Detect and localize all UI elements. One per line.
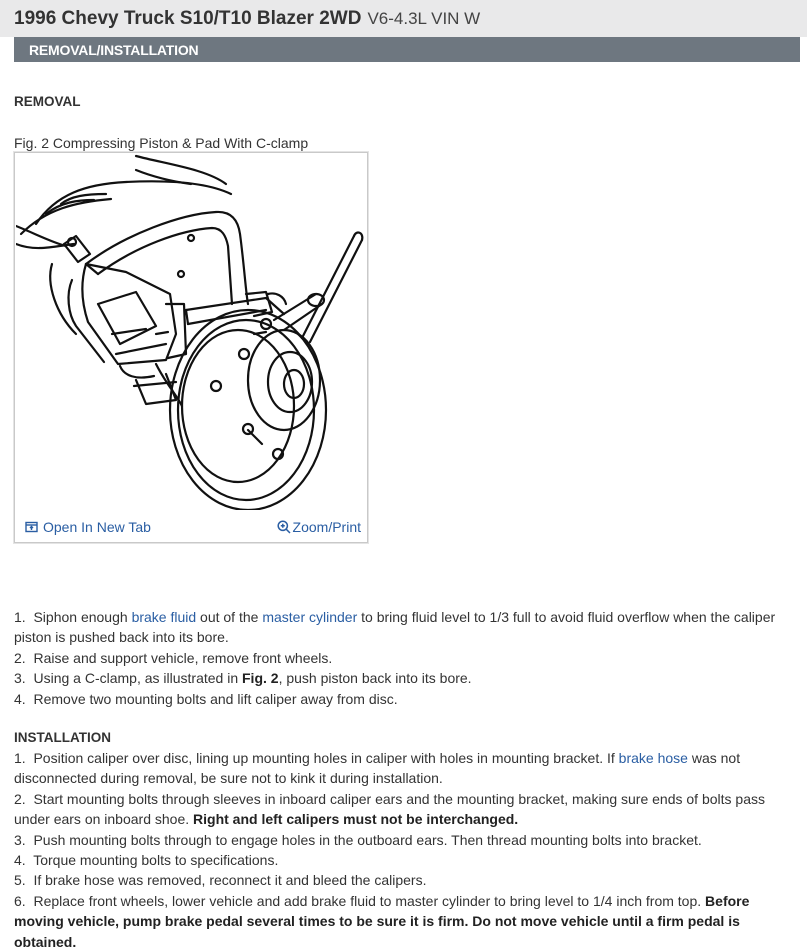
list-item	[14, 789, 793, 830]
step-number: 2.	[14, 790, 26, 807]
step-text: was not disconnected during removal, be sure not to kink it during installation.	[14, 750, 741, 787]
figure-container	[14, 152, 368, 543]
step-number: 6.	[14, 892, 26, 909]
list-item	[14, 748, 793, 789]
step-number: 2.	[14, 649, 26, 666]
step-text: out of the	[196, 609, 263, 625]
open-new-tab-icon	[25, 521, 38, 533]
step-number: 4.	[14, 852, 26, 869]
list-item	[14, 870, 793, 890]
step-number: 5.	[14, 872, 26, 889]
warning-text: Right and left calipers must not be interchanged.	[193, 811, 519, 828]
section-title: REMOVAL/INSTALLATION	[29, 41, 199, 58]
step-text: to bring fluid level to 1/3 full to avoid fluid overflow when the caliper piston is pushed back into its bore.	[14, 609, 776, 646]
installation-steps	[14, 748, 793, 952]
step-number: 4.	[14, 690, 26, 707]
step-number: 3.	[14, 831, 26, 848]
step-text: Start mounting bolts through sleeves in inboard caliper ears and the mounting bracket, making sure ends of bolts pass under ears on inboard shoe.	[14, 790, 765, 828]
step-text: Push mounting bolts through to engage holes in the outboard ears. Then thread mounting bolts into bracket.	[33, 831, 702, 848]
figure-reference: Fig. 2	[242, 670, 279, 687]
list-item	[14, 891, 793, 952]
step-text: Siphon enough	[33, 609, 132, 625]
step-text: Remove two mounting bolts and lift caliper away from disc.	[33, 690, 398, 707]
section-bar	[14, 37, 800, 62]
step-text: Replace front wheels, lower vehicle and add brake fluid to master cylinder to bring level to 1/4 inch from top.	[33, 892, 706, 909]
figure-links	[25, 519, 361, 535]
brake-fluid-link[interactable]: brake fluid	[131, 609, 197, 625]
article-content	[0, 94, 807, 952]
list-item	[14, 850, 793, 870]
open-new-tab-link[interactable]	[25, 519, 151, 535]
removal-heading: REMOVAL	[14, 94, 81, 109]
list-item	[14, 689, 793, 709]
installation-heading: INSTALLATION	[14, 730, 111, 746]
engine-subtitle: V6-4.3L VIN W	[367, 8, 481, 28]
magnifier-plus-icon	[277, 520, 291, 534]
open-new-tab-label: Open In New Tab	[43, 519, 151, 535]
step-text: If brake hose was removed, reconnect it and bleed the calipers.	[33, 872, 427, 889]
list-item	[14, 607, 793, 648]
caliper-c-clamp-illustration	[16, 154, 368, 510]
step-text: Torque mounting bolts to specifications.	[33, 852, 279, 869]
step-text: Raise and support vehicle, remove front wheels.	[33, 649, 333, 666]
vehicle-title: 1996 Chevy Truck S10/T10 Blazer 2WD	[14, 7, 362, 29]
step-text: Position caliper over disc, lining up mounting holes in caliper with holes in mounting bracket. If	[33, 750, 619, 767]
step-text: Using a C-clamp, as illustrated in	[33, 670, 242, 687]
list-item	[14, 830, 793, 850]
master-cylinder-link[interactable]: master cylinder	[262, 609, 358, 625]
zoom-print-label: Zoom/Print	[292, 519, 361, 535]
step-number: 1.	[14, 609, 26, 625]
list-item	[14, 648, 793, 668]
figure-caption: Fig. 2 Compressing Piston & Pad With C-clamp	[14, 135, 309, 151]
page-header	[0, 0, 807, 37]
removal-steps	[14, 607, 793, 709]
step-text: , push piston back into its bore.	[278, 670, 472, 687]
step-number: 1.	[14, 750, 26, 767]
warning-text: Before moving vehicle, pump brake pedal several times to be sure it is firm. Do not move vehicle until a firm pedal is obtained.	[14, 892, 750, 950]
brake-hose-link[interactable]: brake hose	[618, 750, 688, 767]
list-item	[14, 668, 793, 688]
step-number: 3.	[14, 670, 26, 687]
zoom-print-link[interactable]	[277, 519, 361, 535]
